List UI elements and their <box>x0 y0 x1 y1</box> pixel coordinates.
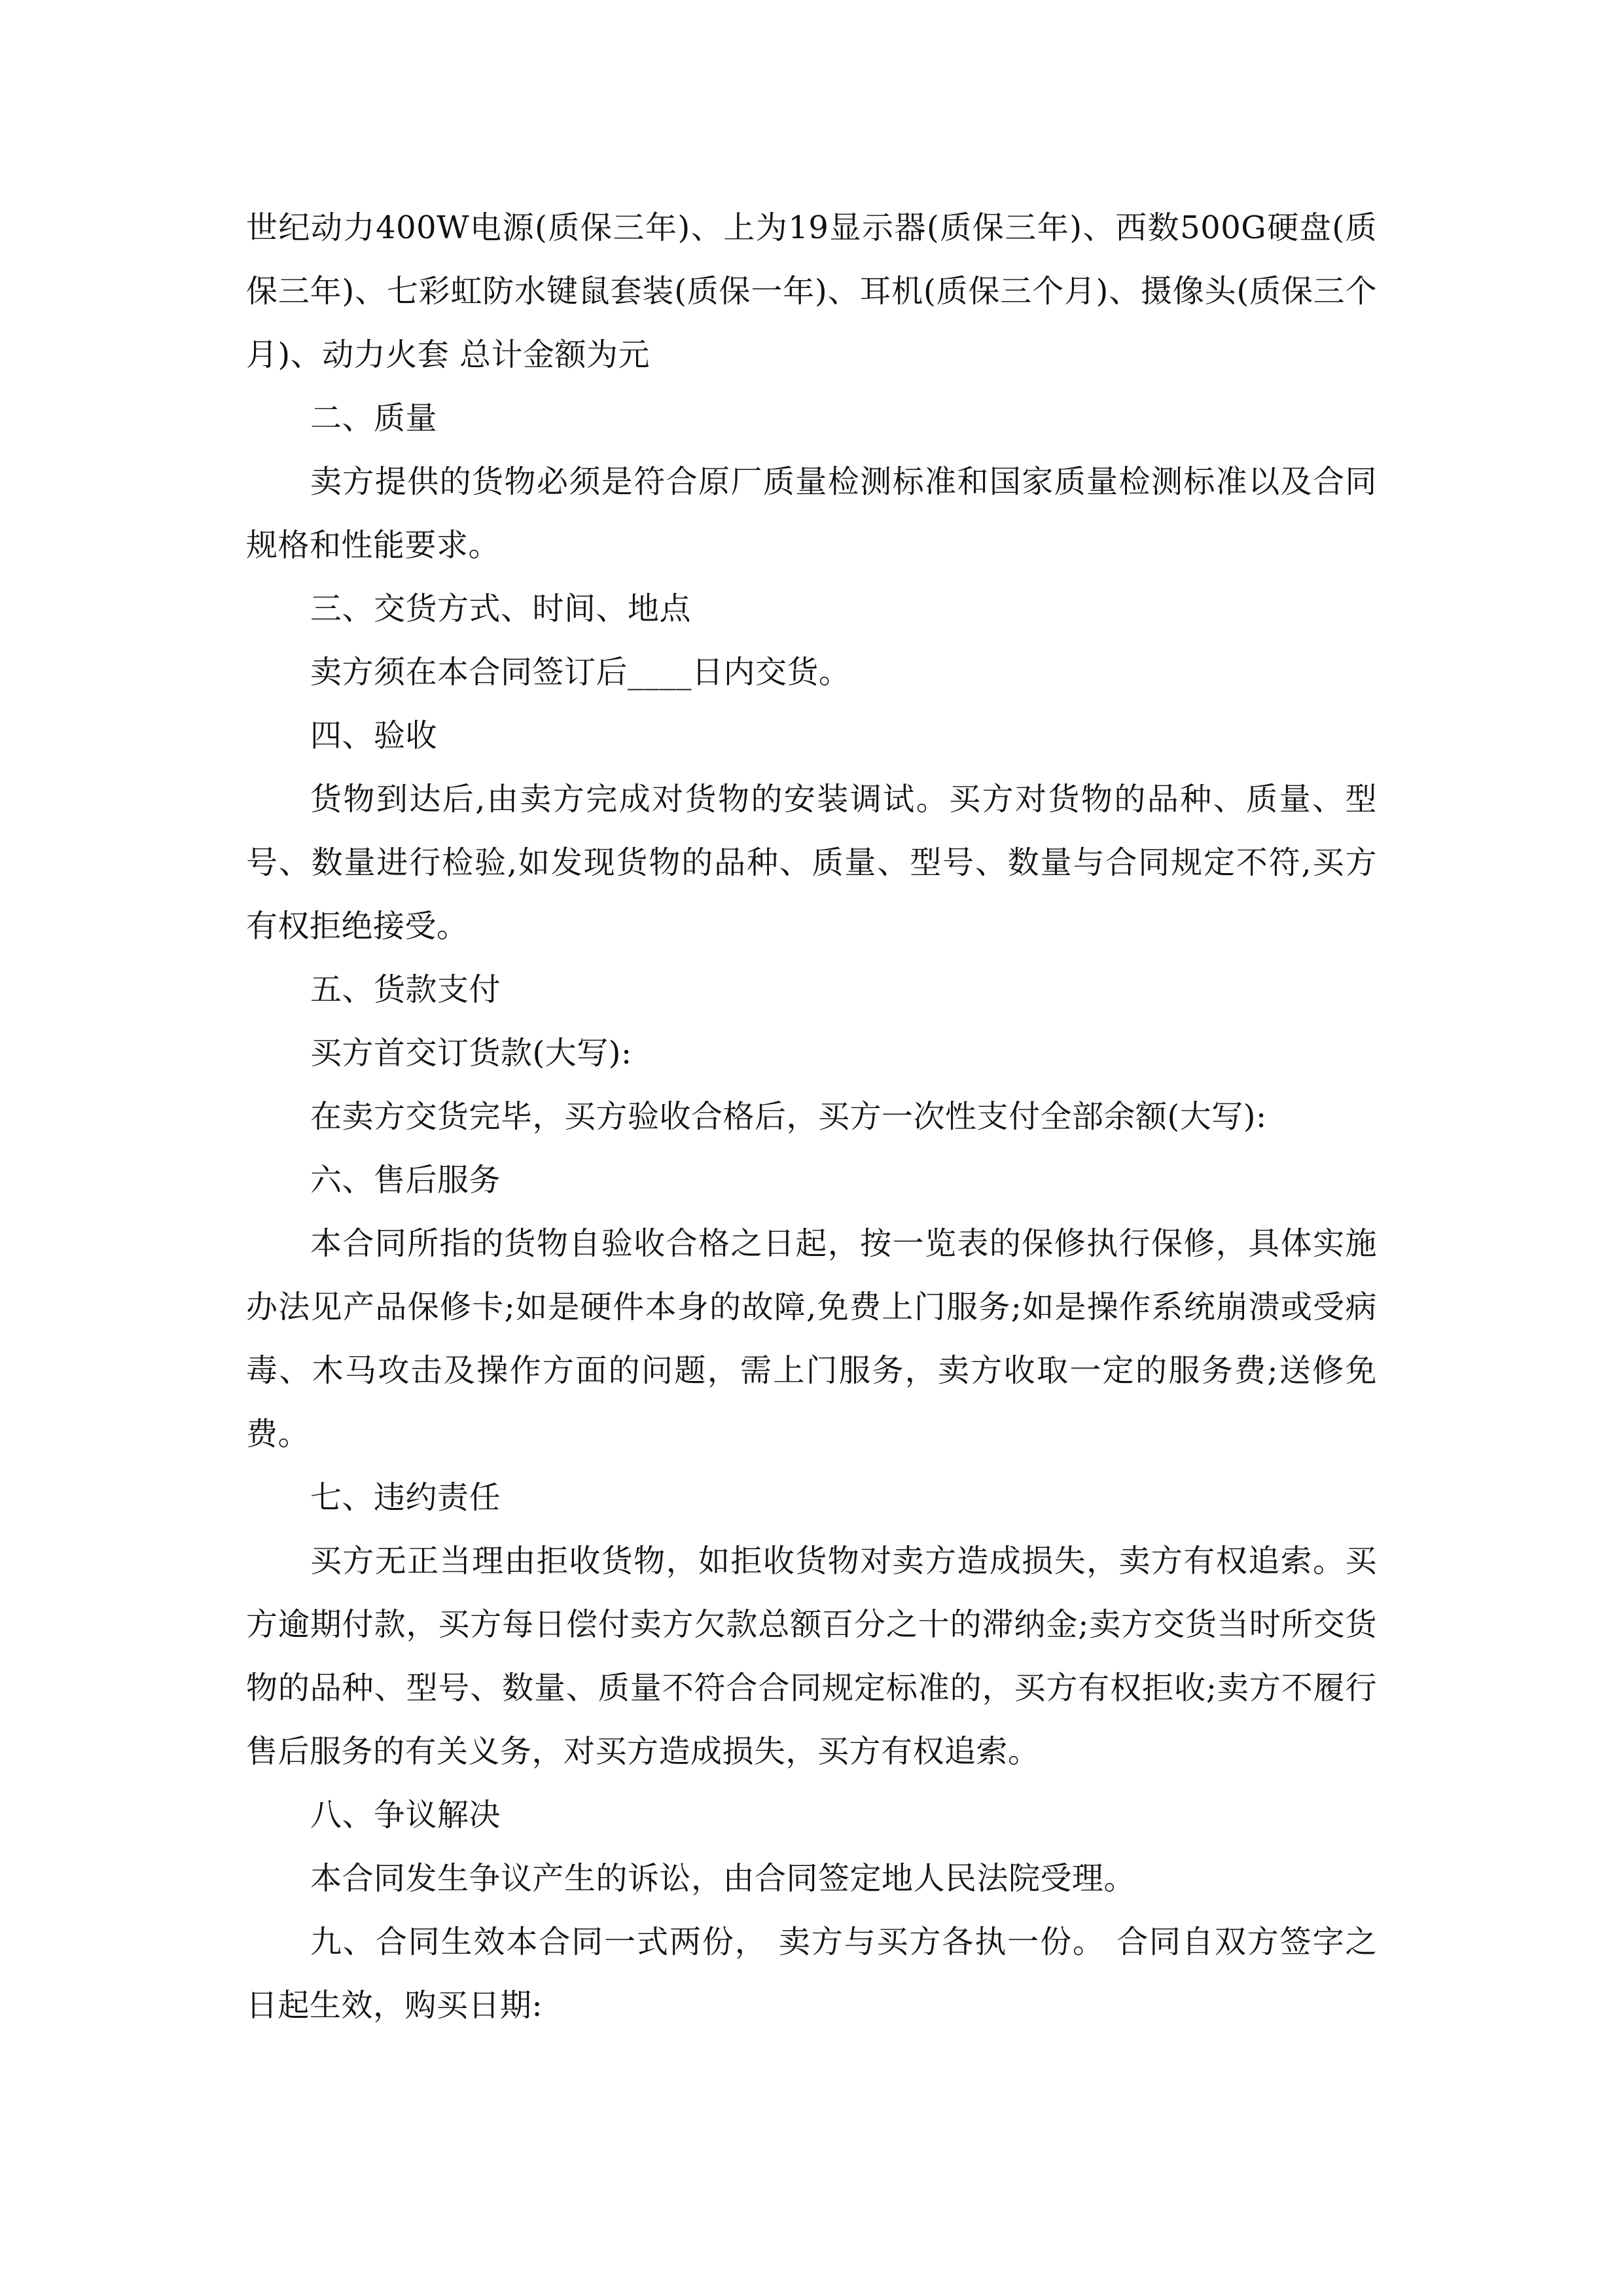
section-heading-quality: 二、质量 <box>310 400 438 437</box>
section-heading-liability: 七、违约责任 <box>310 1479 501 1516</box>
section-heading-after-sales: 六、售后服务 <box>310 1162 501 1198</box>
after-sales-paragraph: 本合同所指的货物自验收合格之日起，按一览表的保修执行保修，具体实施办法见产品保修卡;如是硬件本身的故障,免费上门服务;如是操作系统崩溃或受病毒、木马攻击及操作方面的问题，需上门服务，卖方收取一定的服务费;送修免费。 <box>246 1225 1377 1452</box>
effectiveness-paragraph: 九、合同生效本合同一式两份， 卖方与买方各执一份。 合同自双方签字之日起生效，购买日期: <box>246 1924 1377 2024</box>
acceptance-paragraph: 货物到达后,由卖方完成对货物的安装调试。买方对货物的品种、质量、型号、数量进行检验,如发现货物的品种、质量、型号、数量与合同规定不符,买方有权拒绝接受。 <box>246 781 1377 944</box>
delivery-paragraph: 卖方须在本合同签订后____日内交货。 <box>310 654 851 691</box>
quality-paragraph: 卖方提供的货物必须是符合原厂质量检测标准和国家质量检测标准以及合同规格和性能要求。 <box>246 463 1377 564</box>
deposit-paragraph: 买方首交订货款(大写): <box>310 1035 632 1071</box>
section-heading-acceptance: 四、验收 <box>310 717 438 754</box>
equipment-list-paragraph: 世纪动力400W电源(质保三年)、上为19显示器(质保三年)、西数500G硬盘(质保三年)、七彩虹防水键鼠套装(质保一年)、耳机(质保三个月)、摄像头(质保三个月)、动力火套 总计金额为元 <box>246 209 1377 373</box>
dispute-paragraph: 本合同发生争议产生的诉讼，由合同签定地人民法院受理。 <box>310 1860 1136 1897</box>
section-heading-dispute: 八、争议解决 <box>310 1797 501 1833</box>
contract-body <box>246 196 1377 2037</box>
balance-payment-paragraph: 在卖方交货完毕，买方验收合格后，买方一次性支付全部余额(大写): <box>310 1098 1267 1135</box>
section-heading-payment: 五、货款支付 <box>310 971 501 1008</box>
liability-paragraph: 买方无正当理由拒收货物，如拒收货物对卖方造成损失，卖方有权追索。买方逾期付款，买方每日偿付卖方欠款总额百分之十的滞纳金;卖方交货当时所交货物的品种、型号、数量、质量不符合合同规定标准的，买方有权拒收;卖方不履行售后服务的有关义务，对买方造成损失，买方有权追索。 <box>246 1543 1377 1770</box>
section-heading-delivery: 三、交货方式、时间、地点 <box>310 590 692 627</box>
